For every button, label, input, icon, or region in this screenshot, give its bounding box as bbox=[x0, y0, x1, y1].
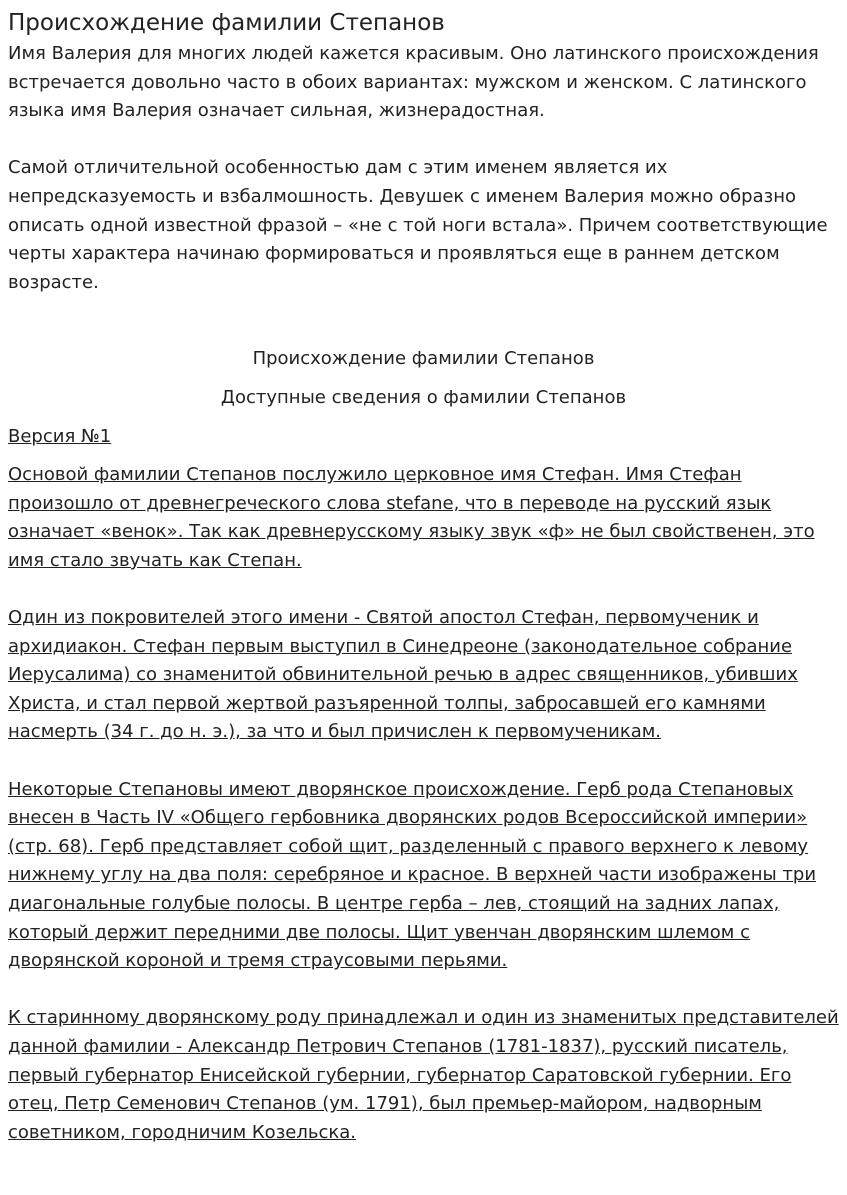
version-paragraph-4[interactable]: К старинному дворянскому роду принадлежал и один из знаменитых представителей данной фамилии - Александр Петрович Степанов (1781-1837), русский писатель, первый губернатор Енисейской губернии, губернатор Саратовской губернии. Его отец, Петр Семенович Степанов (ум. 1791), был премьер-майором, надворным советником, городничим Козельска. bbox=[8, 1007, 839, 1143]
section-subtitle: Доступные сведения о фамилии Степанов bbox=[220, 386, 627, 408]
paragraph-gap bbox=[8, 976, 839, 1005]
version-paragraph-2[interactable]: Один из покровителей этого имени - Святой апостол Стефан, первомученик и архидиакон. Стефан первым выступил в Синедреоне (законодательное собрание Иерусалима) со знаменитой обвинительной речью в адрес священников, убивших Христа, и стал первой жертвой разъяренной толпы, забросавшей его камнями насмерть (34 г. до н. э.), за что и был причислен к первомученикам. bbox=[8, 607, 798, 743]
paragraph-gap bbox=[8, 747, 839, 776]
page-title: Происхождение фамилии Степанов bbox=[8, 10, 445, 36]
version-paragraph-1[interactable]: Основой фамилии Степанов послужило церковное имя Стефан. Имя Стефан произошло от древнегреческого слова stefane, что в переводе на русский язык означает «венок». Так как древнерусскому языку звук «ф» не был свойственен, это имя стало звучать как Степан. bbox=[8, 464, 815, 571]
section-gap bbox=[8, 297, 839, 345]
paragraph-gap bbox=[8, 576, 839, 605]
version-label[interactable]: Версия №1 bbox=[8, 425, 112, 447]
section-title: Происхождение фамилии Степанов bbox=[252, 348, 595, 370]
intro-paragraph-1: Имя Валерия для многих людей кажется красивым. Оно латинского происхождения встречается довольно часто в обоих вариантах: мужском и женском. С латинского языка имя Валерия означает сильная, жизнерадостная. bbox=[8, 43, 819, 122]
paragraph-gap bbox=[8, 126, 839, 155]
version-paragraph-3[interactable]: Некоторые Степановы имеют дворянское происхождение. Герб рода Степановых внесен в Часть IV «Общего гербовника дворянских родов Всероссийской империи» (стр. 68). Герб представляет собой щит, разделенный с правого верхнего к левому нижнему углу на два поля: серебряное и красное. В верхней части изображены три диагональные голубые полосы. В центре герба – лев, стоящий на задних лапах, который держит передними две полосы. Щит увенчан дворянским шлемом с дворянской короной и тремя страусовыми перьями. bbox=[8, 778, 817, 972]
intro-paragraph-2: Самой отличительной особенностью дам с этим именем является их непредсказуемость и взбалмошность. Девушек с именем Валерия можно образно описать одной известной фразой – «не с той ноги встала». Причем соответствующие черты характера начинаю формироваться и проявляться еще в раннем детском возрасте. bbox=[8, 157, 828, 293]
